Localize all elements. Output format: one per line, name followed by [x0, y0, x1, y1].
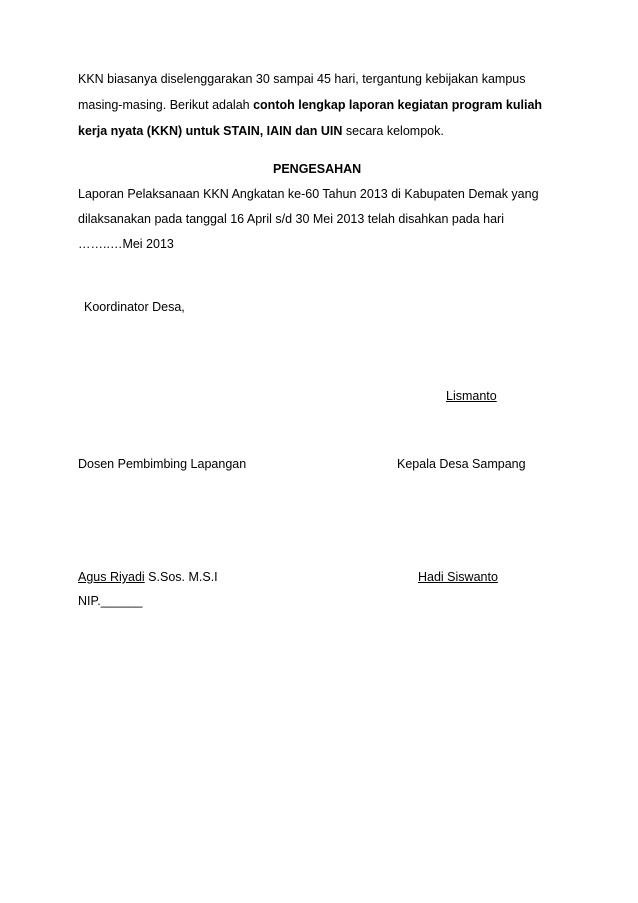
intro-line-2-bold: contoh lengkap laporan kegiatan program kuliah [253, 98, 543, 112]
nip-label: NIP. [78, 594, 101, 608]
dosen-nip [78, 593, 142, 609]
body-line-2: dilaksanakan pada tanggal 16 April s/d 30 Mei 2013 telah disahkan pada hari [78, 212, 505, 226]
body-line-1: Laporan Pelaksanaan KKN Angkatan ke-60 Tahun 2013 di Kabupaten Demak yang [78, 187, 539, 201]
nip-blank: ______ [100, 594, 143, 608]
dosen-title: Dosen Pembimbing Lapangan [78, 457, 247, 471]
dosen-name-underlined: Agus Riyadi [78, 570, 145, 584]
intro-line-3 [78, 123, 444, 139]
kepala-desa-title: Kepala Desa Sampang [397, 457, 526, 471]
intro-line-3-normal: secara kelompok. [342, 124, 444, 138]
intro-line-2 [78, 97, 542, 113]
heading-pengesahan: PENGESAHAN [273, 162, 362, 176]
intro-line-2-normal: masing-masing. Berikut adalah [78, 98, 254, 112]
kepala-desa-name: Hadi Siswanto [418, 570, 498, 584]
koordinator-title: Koordinator Desa, [84, 300, 185, 314]
dosen-name [78, 569, 218, 585]
intro-line-3-bold: kerja nyata (KKN) untuk STAIN, IAIN dan UIN [78, 124, 343, 138]
intro-line-1: KKN biasanya diselenggarakan 30 sampai 45 hari, tergantung kebijakan kampus [78, 72, 526, 86]
koordinator-name: Lismanto [446, 389, 497, 403]
body-line-3: ……..…Mei 2013 [78, 237, 174, 251]
dosen-name-suffix: S.Sos. M.S.I [144, 570, 218, 584]
